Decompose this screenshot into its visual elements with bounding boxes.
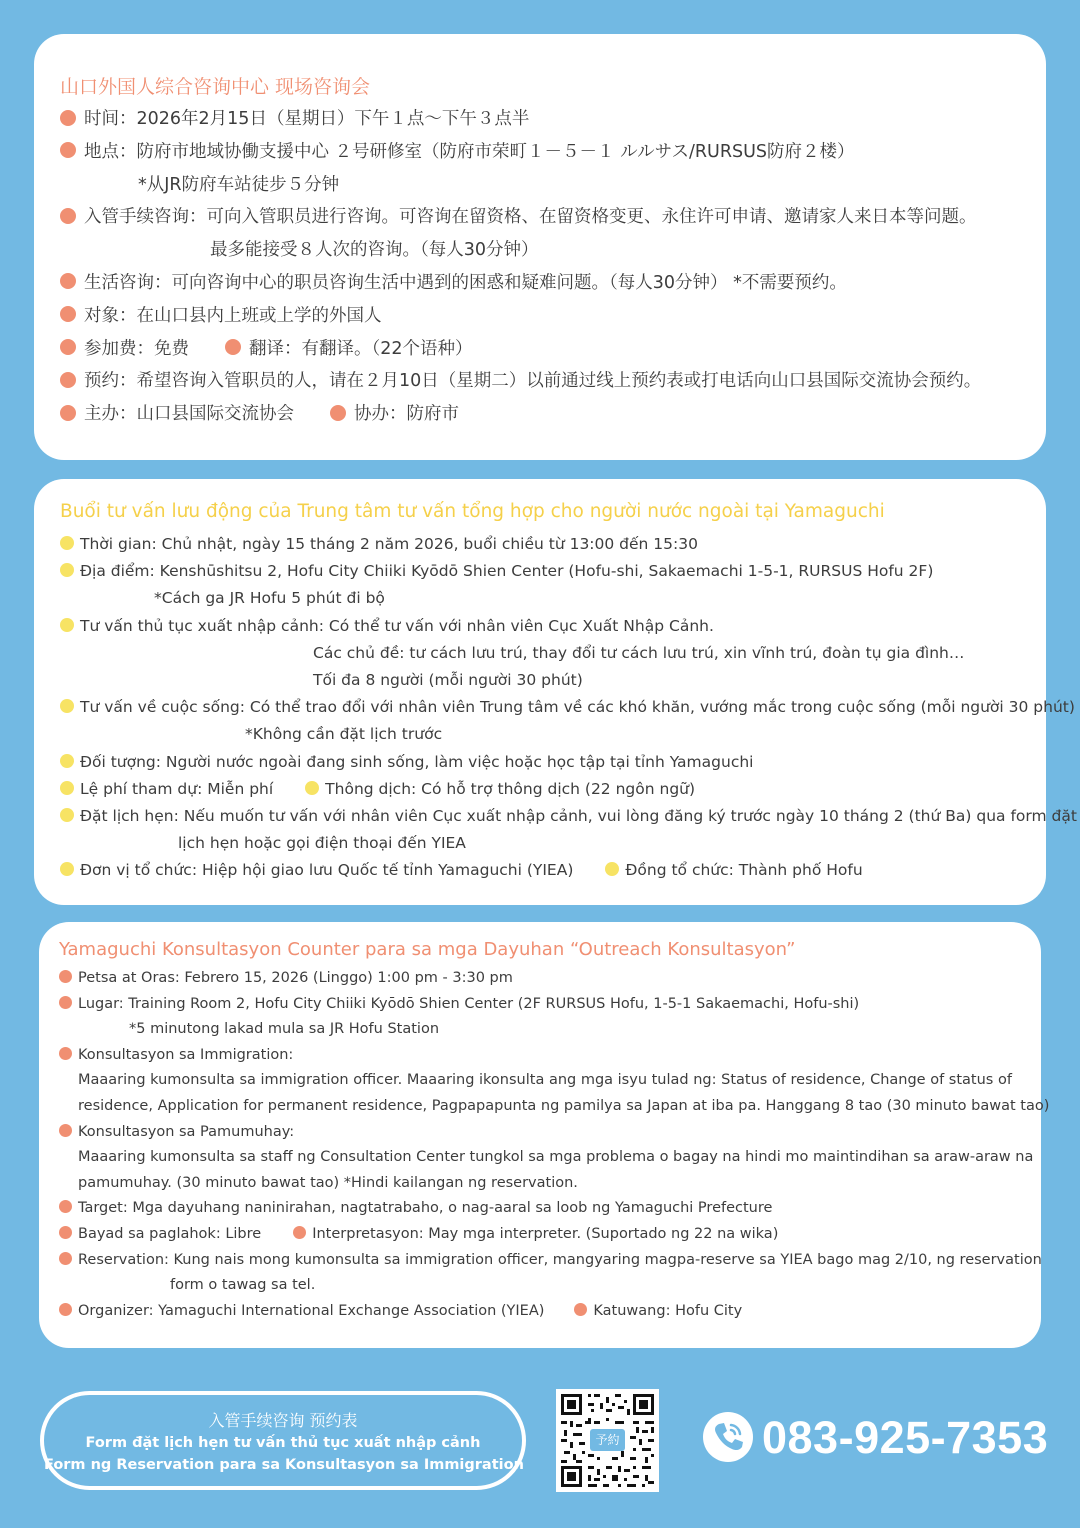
- chinese-info-card: [34, 34, 1046, 460]
- life-item: [59, 1120, 1021, 1146]
- bullet-dot: [60, 754, 74, 768]
- life-text: 生活咨询：可向咨询中心的职员咨询生活中遇到的困惑和疑难问题。（每人30分钟） *不需要预约。: [84, 272, 847, 293]
- bullet-dot: [293, 1226, 306, 1239]
- bullet-dot: [305, 781, 319, 795]
- bullet-dot: [60, 306, 76, 322]
- place-text: 地点：防府市地域协働支援中心 ２号研修室（防府市荣町１－５－１ ルルサス/RURSUS防府２楼）: [84, 141, 855, 162]
- target-text: Đối tượng: Người nước ngoài đang sinh sống, làm việc hoặc học tập tại tỉnh Yamaguchi: [80, 752, 754, 771]
- organizer-item: [60, 857, 1020, 884]
- organizer-text: Đơn vị tổ chức: Hiệp hội giao lưu Quốc tế tỉnh Yamaguchi (YIEA): [80, 861, 574, 880]
- bullet-dot: [60, 339, 76, 355]
- reservation-cont: lịch hẹn hoặc gọi điện thoại đến YIEA: [178, 834, 466, 853]
- organizer-text: 主办：山口县国际交流协会: [84, 404, 294, 425]
- organizer-text: Organizer: Yamaguchi International Exchange Association (YIEA): [78, 1302, 545, 1319]
- bullet-dot: [59, 1047, 72, 1060]
- reservation-cont: form o tawag sa tel.: [170, 1277, 316, 1294]
- immigration-item: [60, 613, 1020, 640]
- reservation-text: Đặt lịch hẹn: Nếu muốn tư vấn với nhân viên Cục xuất nhập cảnh, vui lòng đăng ký trước ngày 10 tháng 2 (thứ Ba) qua form đặt: [80, 807, 1077, 826]
- form-label-vi: Form đặt lịch hẹn tư vấn thủ tục xuất nhập cảnh: [85, 1435, 481, 1451]
- fee-interpretation-item: [60, 776, 1020, 803]
- bullet-dot: [225, 339, 241, 355]
- life-line-2: pamumuhay. (30 minuto bawat tao) *Hindi kailangan ng reservation.: [78, 1174, 578, 1191]
- bullet-dot: [60, 208, 76, 224]
- card-title: Buổi tư vấn lưu động của Trung tâm tư vấn tổng hợp cho người nước ngoài tại Yamaguchi: [60, 501, 885, 522]
- bullet-dot: [60, 405, 76, 421]
- immigration-note: 最多能接受８人次的咨询。（每人30分钟）: [210, 240, 539, 261]
- fee-interpretation-item: [60, 333, 1020, 366]
- place-item: [60, 136, 1020, 169]
- co-organizer-text: Katuwang: Hofu City: [593, 1302, 743, 1319]
- life-line-1: Maaaring kumonsulta sa staff ng Consultation Center tungkol sa mga problema o bagay na hindi mo maintindihan sa araw-araw na: [78, 1149, 1034, 1166]
- bullet-dot: [59, 1252, 72, 1265]
- fee-text: 参加费：免费: [84, 338, 189, 359]
- life-note: *Không cần đặt lịch trước: [245, 725, 443, 744]
- reservation-item: [60, 365, 1020, 398]
- bullet-dot: [60, 781, 74, 795]
- bullet-dot: [60, 862, 74, 876]
- time-item: [60, 531, 1020, 558]
- bullet-dot: [59, 1124, 72, 1137]
- time-item: [59, 966, 1021, 992]
- card-title: 山口外国人综合咨询中心 现场咨询会: [60, 76, 371, 98]
- immigration-note-topics: Các chủ đề: tư cách lưu trú, thay đổi tư cách lưu trú, xin vĩnh trú, đoàn tụ gia đình…: [313, 643, 965, 662]
- place-note: *Cách ga JR Hofu 5 phút đi bộ: [154, 589, 385, 608]
- card-title: Yamaguchi Konsultasyon Counter para sa mga Dayuhan “Outreach Konsultasyon”: [59, 939, 796, 960]
- immigration-line-1: Maaaring kumonsulta sa immigration officer. Maaaring ikonsulta ang mga isyu tulad ng: Status of residence, Change of status of: [78, 1072, 1012, 1089]
- target-text: Target: Mga dayuhang naninirahan, nagtatrabaho, o nag-aaral sa loob ng Yamaguchi Prefecture: [78, 1200, 773, 1217]
- target-item: [60, 300, 1020, 333]
- bullet-dot: [60, 618, 74, 632]
- interpretation-text: Thông dịch: Có hỗ trợ thông dịch (22 ngôn ngữ): [325, 779, 696, 798]
- time-text: Petsa at Oras: Febrero 15, 2026 (Linggo) 1:00 pm - 3:30 pm: [78, 970, 513, 986]
- place-item: [59, 992, 1021, 1018]
- bullet-dot: [59, 1226, 72, 1239]
- reservation-form-button[interactable]: [40, 1391, 526, 1490]
- bullet-dot: [60, 563, 74, 577]
- target-item: [60, 749, 1020, 776]
- bullet-dot: [605, 862, 619, 876]
- life-item: [60, 694, 1075, 721]
- bullet-dot: [59, 1303, 72, 1316]
- phone-number[interactable]: 083-925-7353: [762, 1412, 1049, 1463]
- reservation-item: [59, 1248, 1042, 1274]
- form-label-tl: Form ng Reservation para sa Konsultasyon sa Immigration: [44, 1457, 524, 1473]
- bullet-dot: [60, 372, 76, 388]
- bullet-dot: [60, 273, 76, 289]
- immigration-text: 入管手续咨询：可向入管职员进行咨询。可咨询在留资格、在留资格变更、永住许可申请、邀请家人来日本等问题。: [84, 207, 977, 228]
- reservation-item: [60, 803, 1077, 830]
- phone-icon: [703, 1412, 753, 1462]
- bullet-dot: [59, 970, 72, 983]
- reservation-qr-code[interactable]: [556, 1389, 659, 1492]
- bullet-dot: [574, 1303, 587, 1316]
- immigration-text: Tư vấn thủ tục xuất nhập cảnh: Có thể tư vấn với nhân viên Cục Xuất Nhập Cảnh.: [80, 616, 714, 635]
- place-text: Lugar: Training Room 2, Hofu City Chiiki Kyōdō Shien Center (2F RURSUS Hofu, 1-5-1 Sakaemachi, Hofu-shi): [78, 995, 860, 1012]
- form-label-zh: 入管手续咨询 预约表: [208, 1411, 358, 1430]
- time-text: 时间：2026年2月15日（星期日）下午１点～下午３点半: [84, 109, 530, 129]
- time-text: Thời gian: Chủ nhật, ngày 15 tháng 2 năm 2026, buổi chiều từ 13:00 đến 15:30: [80, 535, 698, 553]
- interpretation-text: 翻译：有翻译。（22个语种）: [249, 338, 473, 359]
- bullet-dot: [60, 808, 74, 822]
- co-organizer-text: Đồng tổ chức: Thành phố Hofu: [625, 861, 863, 880]
- place-note: *5 minutong lakad mula sa JR Hofu Station: [129, 1021, 440, 1038]
- time-item: [60, 103, 1020, 136]
- immigration-note-limit: Tối đa 8 người (mỗi người 30 phút): [313, 671, 583, 690]
- place-item: [60, 558, 1020, 585]
- tagalog-info-card: [39, 922, 1050, 1348]
- place-note: *从JR防府车站徒步５分钟: [138, 174, 340, 195]
- bullet-dot: [59, 996, 72, 1009]
- co-organizer-text: 协办：防府市: [354, 404, 459, 425]
- bullet-dot: [60, 142, 76, 158]
- bullet-dot: [60, 699, 74, 713]
- reservation-text: 预约：希望咨询入管职员的人，请在２月10日（星期二）以前通过线上预约表或打电话向山口县国际交流协会预约。: [84, 371, 982, 392]
- qr-center-label: 予約: [590, 1429, 625, 1451]
- interpretation-text: Interpretasyon: May mga interpreter. (Suportado ng 22 na wika): [312, 1225, 779, 1242]
- place-text: Địa điểm: Kenshūshitsu 2, Hofu City Chiiki Kyōdō Shien Center (Hofu-shi, Sakaemachi 1-5-1, RURSUS Hofu 2F): [80, 562, 934, 581]
- life-item: [60, 267, 1020, 300]
- fee-text: Bayad sa paglahok: Libre: [78, 1225, 262, 1242]
- life-text: Tư vấn về cuộc sống: Có thể trao đổi với nhân viên Trung tâm về các khó khăn, vướng mắc trong cuộc sống (mỗi người 30 phút): [80, 698, 1075, 717]
- immigration-text: Konsultasyon sa Immigration:: [78, 1046, 294, 1063]
- immigration-item: [60, 201, 1020, 234]
- bullet-dot: [60, 536, 74, 550]
- bullet-dot: [330, 405, 346, 421]
- life-text: Konsultasyon sa Pamumuhay:: [78, 1123, 295, 1140]
- vietnamese-info-card: [34, 479, 1077, 905]
- organizer-item: [59, 1299, 1021, 1325]
- bullet-dot: [59, 1200, 72, 1213]
- reservation-text: Reservation: Kung nais mong kumonsulta sa immigration officer, mangyaring magpa-reserve sa YIEA bago mag 2/10, ng reservation: [78, 1251, 1042, 1268]
- organizer-item: [60, 398, 1020, 431]
- target-text: 对象：在山口县内上班或上学的外国人: [84, 305, 382, 326]
- immigration-item: [59, 1043, 1021, 1069]
- bullet-dot: [60, 110, 76, 126]
- target-item: [59, 1196, 1021, 1222]
- immigration-line-2: residence, Application for permanent residence, Pagpapapunta ng pamilya sa Japan at iba pa. Hanggang 8 tao (30 minuto bawat tao): [78, 1097, 1050, 1114]
- fee-text: Lệ phí tham dự: Miễn phí: [80, 779, 274, 798]
- fee-interpretation-item: [59, 1222, 1021, 1248]
